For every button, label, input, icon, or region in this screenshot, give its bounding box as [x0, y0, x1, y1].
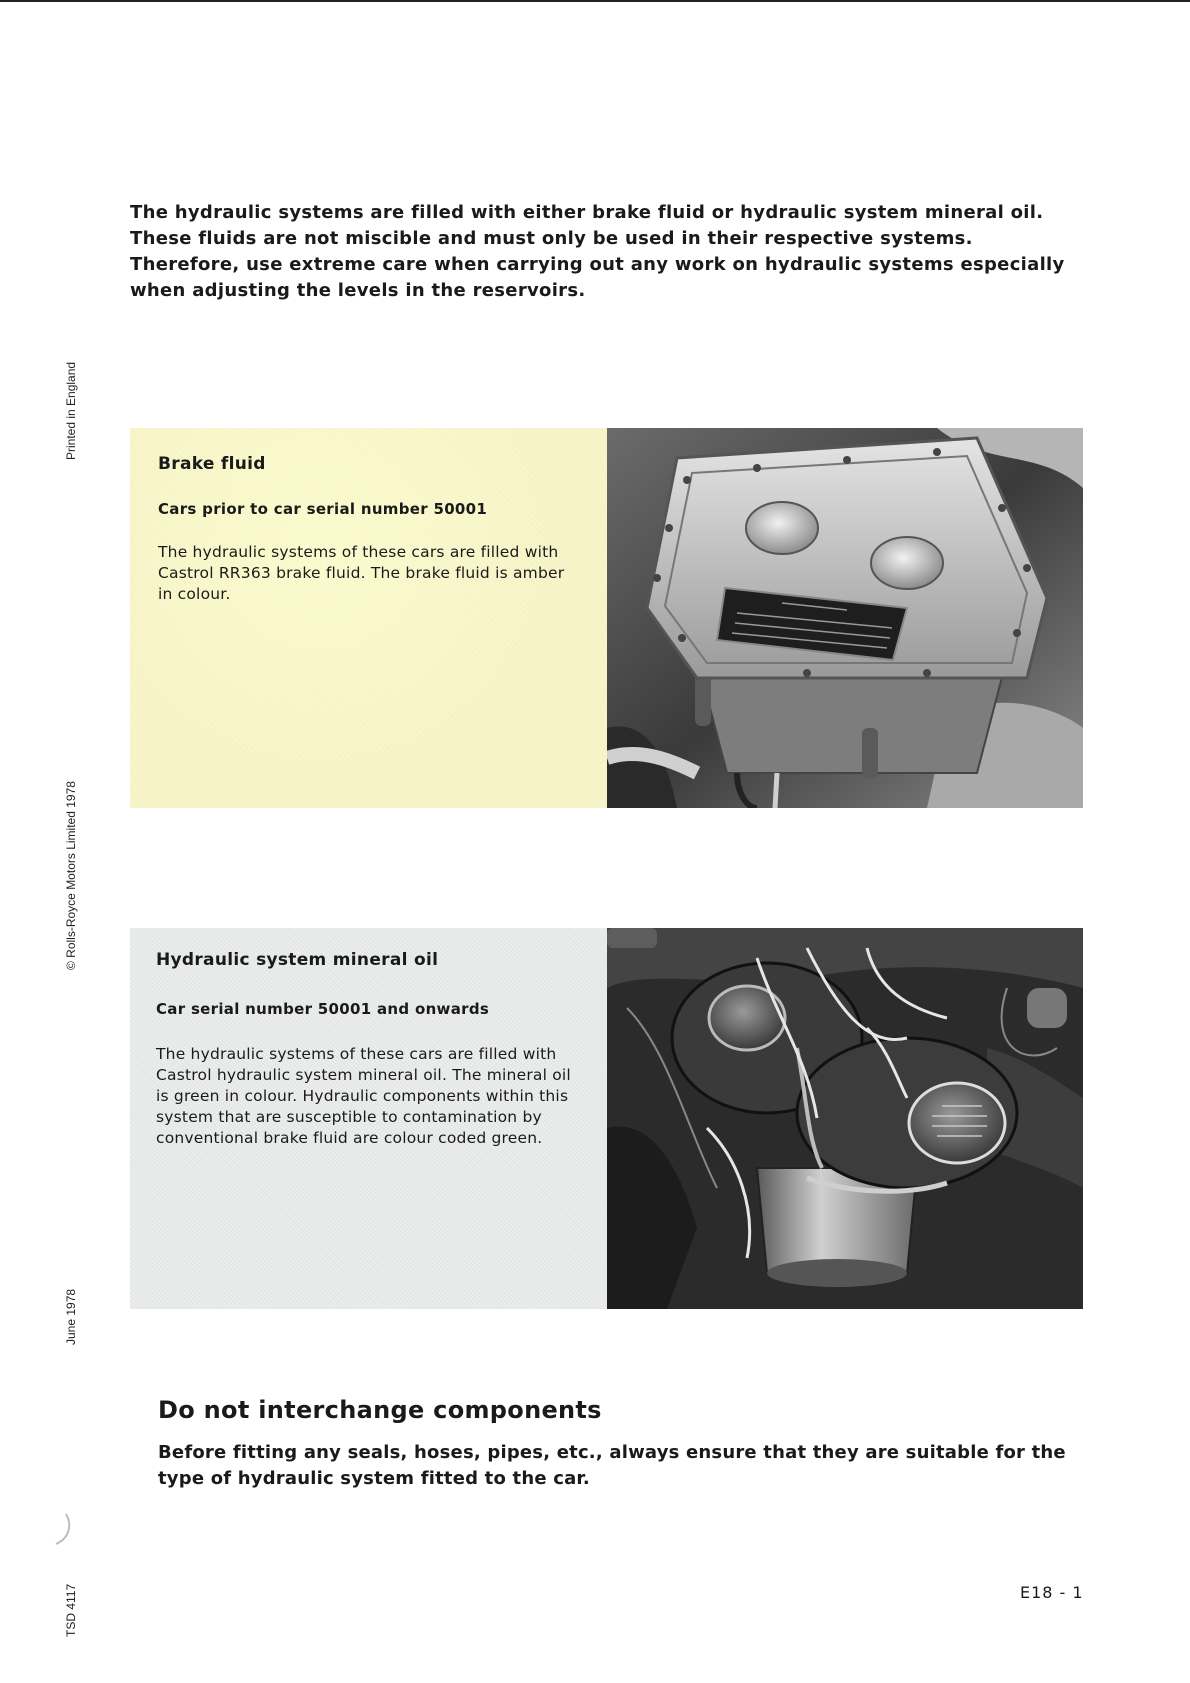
copyright-notice: © Rolls-Royce Motors Limited 1978: [64, 781, 78, 970]
section-heading: Do not interchange components: [158, 1396, 602, 1424]
section-body: Before fitting any seals, hoses, pipes, etc., always ensure that they are suitable for the type of hydraulic system fitted to the car.: [158, 1442, 1066, 1489]
page-number: E18 - 1: [1020, 1583, 1084, 1602]
mineral-oil-panel: [130, 928, 1083, 1309]
brake-fluid-panel: [130, 428, 1083, 808]
printed-in-england: Printed in England: [64, 361, 78, 460]
top-rule: [0, 0, 1190, 2]
mineral-oil-reservoir-illustration: [607, 928, 1083, 1309]
mineral-oil-title: Hydraulic system mineral oil: [156, 950, 439, 970]
mineral-oil-text-area: [130, 928, 608, 1309]
brake-fluid-body: The hydraulic systems of these cars are filled with Castrol RR363 brake fluid. The brake fluid is amber in colour.: [158, 543, 565, 603]
mineral-oil-reservoir-photo: [607, 928, 1083, 1309]
publication-date: June 1978: [64, 1288, 78, 1345]
brake-fluid-title: Brake fluid: [158, 454, 266, 474]
brake-fluid-reservoir-photo: [607, 428, 1083, 808]
mineral-oil-subtitle: Car serial number 50001 and onwards: [156, 1000, 490, 1018]
document-reference: TSD 4117: [64, 1583, 78, 1637]
brake-fluid-text-area: [130, 428, 608, 808]
brake-fluid-subtitle: Cars prior to car serial number 50001: [158, 500, 488, 518]
scan-artifact-mark: [52, 1510, 76, 1550]
brake-reservoir-illustration: [607, 428, 1083, 808]
mineral-oil-body: The hydraulic systems of these cars are filled with Castrol hydraulic system mineral oil. The mineral oil is green in colour. Hydraulic components within this system that are susceptible to contamination by conventional brake fluid are colour coded green.: [156, 1045, 571, 1147]
intro-paragraph: The hydraulic systems are filled with either brake fluid or hydraulic system mineral oil. These fluids are not miscible and must only be used in their respective systems. Therefore, use extreme care when carrying out any work on hydraulic systems especially when adjusting the levels in the reservoirs.: [130, 202, 1065, 301]
